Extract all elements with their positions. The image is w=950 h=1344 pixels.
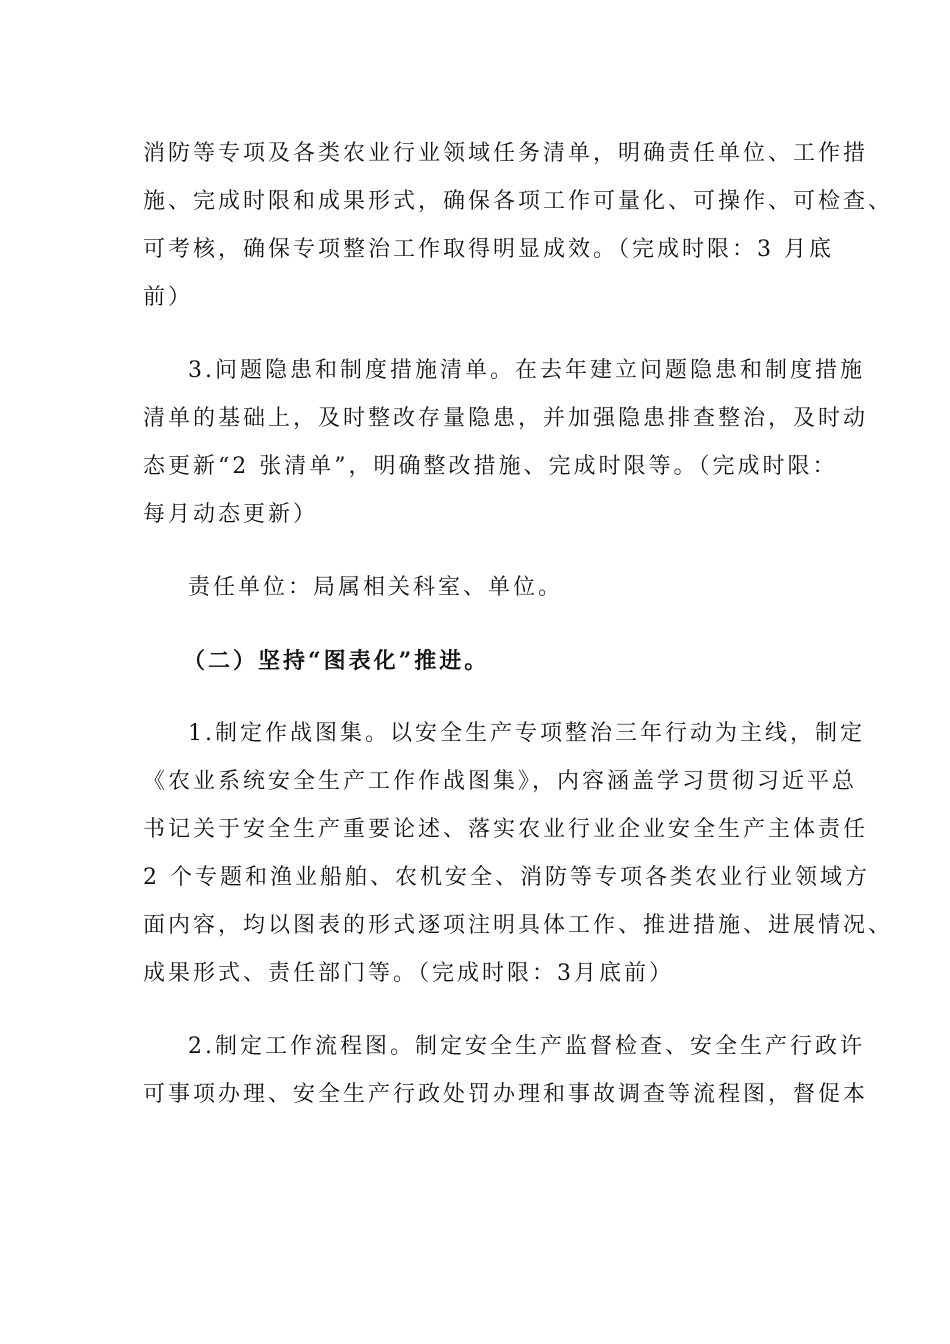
text-line: 前）: [143, 285, 194, 310]
text-line: 2 个专题和渔业船舶、农机安全、消防等专项各类农业行业领域方: [143, 865, 870, 890]
text-line: 态更新“2 张清单”，明确整改措施、完成时限等。（完成时限：: [143, 454, 838, 479]
paragraph-item-1: [143, 710, 894, 998]
text-line: 清单的基础上，及时整改存量隐患，并加强隐患排查整治，及时动: [143, 406, 869, 431]
text-line: 消防等专项及各类农业行业领域任务清单，明确责任单位、工作措: [143, 141, 869, 166]
text-line: 3.问题隐患和制度措施清单。在去年建立问题隐患和制度措施: [188, 358, 865, 383]
paragraph-gap: [143, 539, 830, 564]
text-line: 成果形式、责任部门等。（完成时限：3月底前）: [143, 961, 674, 986]
section-heading: [143, 637, 830, 685]
paragraph-item-3: [143, 347, 869, 539]
paragraph-item-2: [143, 1023, 869, 1119]
text-line: 《农业系统安全生产工作作战图集》，内容涵盖学习贯彻习近平总: [143, 769, 858, 794]
paragraph-gap: [143, 685, 830, 710]
text-line: 每月动态更新）: [143, 502, 319, 527]
text-line: 施、完成时限和成果形式，确保各项工作可量化、可操作、可检查、: [143, 189, 894, 214]
paragraph-responsible-units: [143, 564, 830, 612]
paragraph-gap: [143, 998, 830, 1023]
paragraph-gap: [143, 322, 830, 347]
text-line: 面内容，均以图表的形式逐项注明具体工作、推进措施、进展情况、: [143, 913, 894, 938]
text-line: 1.制定作战图集。以安全生产专项整治三年行动为主线，制定: [188, 721, 865, 746]
heading-text: （二）坚持“图表化”推进。: [183, 648, 490, 674]
paragraph-gap: [143, 612, 830, 637]
paragraph-task-list-continuation: [143, 130, 894, 322]
text-line: 书记关于安全生产重要论述、落实农业行业企业安全生产主体责任: [143, 817, 869, 842]
text-line: 可事项办理、安全生产行政处罚办理和事故调查等流程图，督促本: [143, 1082, 869, 1107]
text-line: 2.制定工作流程图。制定安全生产监督检查、安全生产行政许: [188, 1034, 865, 1059]
text-line: 可考核，确保专项整治工作取得明显成效。（完成时限：3 月底: [143, 237, 834, 262]
text-line: 责任单位：局属相关科室、单位。: [188, 575, 564, 600]
